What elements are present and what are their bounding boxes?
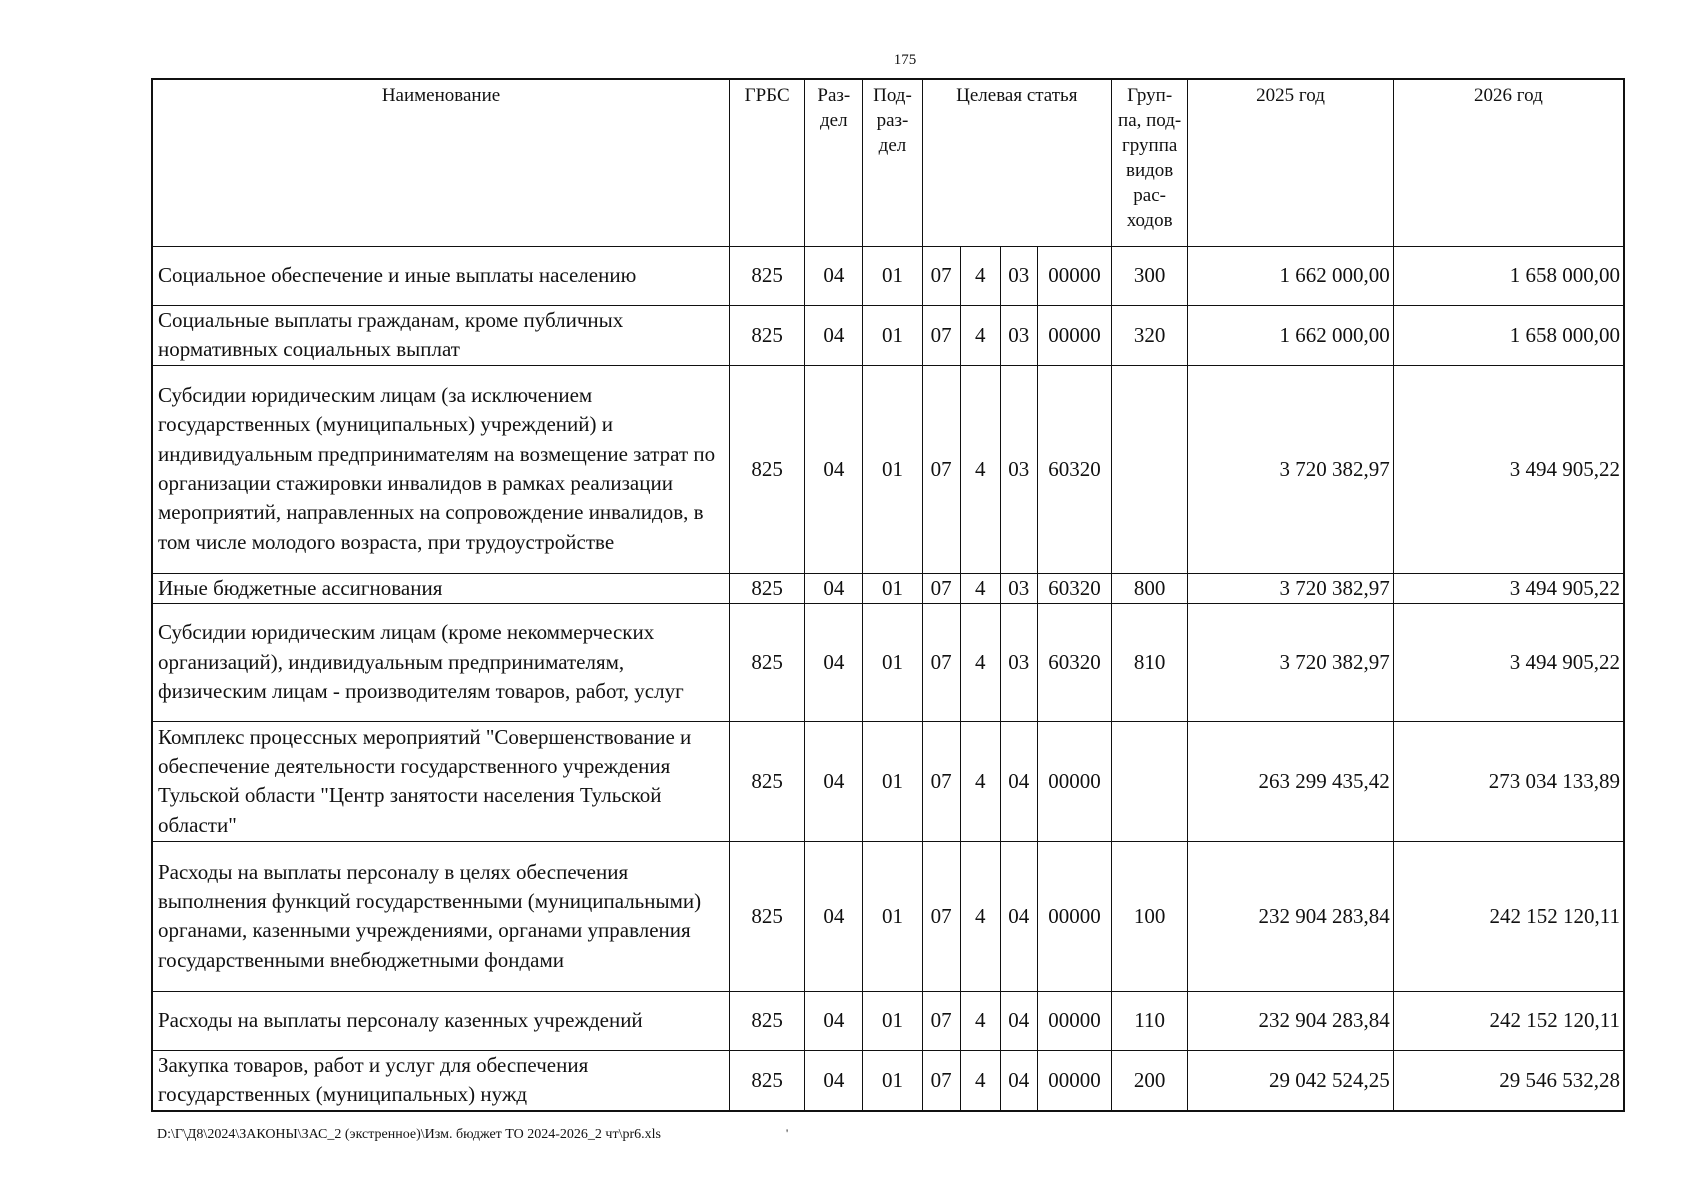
cell-target-program: 07 [922,991,960,1050]
cell-expense-group: 200 [1112,1050,1188,1110]
header-name: Наименование [152,79,730,246]
cell-amount-2026: 1 658 000,00 [1393,246,1624,305]
row-name: Расходы на выплаты персоналу казенных учреждений [152,991,730,1050]
cell-razdel: 04 [805,573,863,603]
row-name: Иные бюджетные ассигнования [152,573,730,603]
cell-target-direction: 00000 [1037,721,1111,841]
cell-target-type: 4 [960,991,1000,1050]
cell-target-complex: 03 [1000,365,1037,573]
header-target: Целевая статья [922,79,1112,246]
row-name: Закупка товаров, работ и услуг для обеспечения государственных (муниципальных) нужд [152,1050,730,1110]
cell-amount-2025: 1 662 000,00 [1188,305,1394,365]
cell-podrazdel: 01 [863,841,922,991]
table-row [152,246,1624,305]
header-2025: 2025 год [1188,79,1394,246]
cell-target-complex: 03 [1000,305,1037,365]
cell-expense-group [1112,721,1188,841]
cell-podrazdel: 01 [863,721,922,841]
budget-table [151,78,1625,1112]
cell-grbs: 825 [730,1050,805,1110]
cell-target-type: 4 [960,365,1000,573]
cell-target-type: 4 [960,573,1000,603]
header-grbs: ГРБС [730,79,805,246]
row-name: Социальные выплаты гражданам, кроме публичных нормативных социальных выплат [152,305,730,365]
cell-razdel: 04 [805,246,863,305]
cell-grbs: 825 [730,573,805,603]
cell-amount-2026: 3 494 905,22 [1393,603,1624,721]
cell-amount-2026: 242 152 120,11 [1393,841,1624,991]
header-2026: 2026 год [1393,79,1624,246]
table-row [152,721,1624,841]
cell-razdel: 04 [805,603,863,721]
cell-grbs: 825 [730,305,805,365]
row-name: Субсидии юридическим лицам (за исключением государственных (муниципальных) учреждений) и индивидуальным предпринимателям на возмещение затрат по организации стажировки инвалидов в рамках реализации мероприятий, направленных на сопровождение инвалидов, в том числе молодого возраста, при трудоустройстве [152,365,730,573]
cell-razdel: 04 [805,1050,863,1110]
cell-amount-2026: 3 494 905,22 [1393,365,1624,573]
row-name: Субсидии юридическим лицам (кроме некоммерческих организаций), индивидуальным предпринимателям, физическим лицам - производителям товаров, работ, услуг [152,603,730,721]
cell-target-direction: 00000 [1037,991,1111,1050]
cell-amount-2025: 3 720 382,97 [1188,603,1394,721]
cell-target-direction: 60320 [1037,365,1111,573]
cell-amount-2026: 242 152 120,11 [1393,991,1624,1050]
cell-amount-2025: 263 299 435,42 [1188,721,1394,841]
file-path-footer: D:\Г\Д8\2024\ЗАКОНЫ\ЗАС_2 (экстренное)\Изм. бюджет ТО 2024-2026_2 чт\pr6.xls [157,1127,661,1142]
cell-amount-2026: 1 658 000,00 [1393,305,1624,365]
table-row [152,365,1624,573]
row-name: Социальное обеспечение и иные выплаты населению [152,246,730,305]
cell-target-type: 4 [960,246,1000,305]
header-podrazdel: Под- раз- дел [863,79,922,246]
cell-podrazdel: 01 [863,603,922,721]
header-group: Груп- па, под- группа видов рас- ходов [1112,79,1188,246]
cell-grbs: 825 [730,603,805,721]
row-name: Комплекс процессных мероприятий "Совершенствование и обеспечение деятельности государственного учреждения Тульской области "Центр занятости населения Тульской области" [152,721,730,841]
cell-expense-group: 110 [1112,991,1188,1050]
cell-target-type: 4 [960,305,1000,365]
cell-expense-group [1112,365,1188,573]
table-row [152,841,1624,991]
table-row [152,991,1624,1050]
cell-target-direction: 00000 [1037,246,1111,305]
row-name: Расходы на выплаты персоналу в целях обеспечения выполнения функций государственными (муниципальными) органами, казенными учреждениями, органами управления государственными внебюджетными фондами [152,841,730,991]
header-row [152,79,1624,246]
cell-target-type: 4 [960,841,1000,991]
cell-podrazdel: 01 [863,1050,922,1110]
cell-podrazdel: 01 [863,991,922,1050]
cell-razdel: 04 [805,365,863,573]
cell-target-complex: 04 [1000,721,1037,841]
cell-grbs: 825 [730,721,805,841]
cell-amount-2026: 273 034 133,89 [1393,721,1624,841]
cell-target-direction: 60320 [1037,573,1111,603]
cell-expense-group: 320 [1112,305,1188,365]
cell-razdel: 04 [805,991,863,1050]
cell-target-direction: 00000 [1037,841,1111,991]
table-row [152,1050,1624,1110]
cell-target-complex: 04 [1000,1050,1037,1110]
cell-target-direction: 00000 [1037,305,1111,365]
cell-target-complex: 03 [1000,573,1037,603]
cell-target-program: 07 [922,305,960,365]
cell-target-program: 07 [922,603,960,721]
cell-target-complex: 04 [1000,991,1037,1050]
cell-expense-group: 810 [1112,603,1188,721]
cell-expense-group: 300 [1112,246,1188,305]
cell-target-type: 4 [960,1050,1000,1110]
table-row [152,305,1624,365]
cell-grbs: 825 [730,991,805,1050]
cell-razdel: 04 [805,841,863,991]
cell-target-program: 07 [922,365,960,573]
header-razdel: Раз- дел [805,79,863,246]
table-row [152,573,1624,603]
cell-expense-group: 100 [1112,841,1188,991]
cell-podrazdel: 01 [863,365,922,573]
cell-target-program: 07 [922,246,960,305]
page-number: 175 [893,52,917,68]
cell-podrazdel: 01 [863,305,922,365]
cell-target-complex: 03 [1000,246,1037,305]
cell-amount-2026: 3 494 905,22 [1393,573,1624,603]
cell-grbs: 825 [730,365,805,573]
cell-amount-2025: 3 720 382,97 [1188,365,1394,573]
cell-target-type: 4 [960,603,1000,721]
cell-target-type: 4 [960,721,1000,841]
cell-amount-2025: 29 042 524,25 [1188,1050,1394,1110]
cell-target-program: 07 [922,721,960,841]
cell-target-direction: 00000 [1037,1050,1111,1110]
cell-amount-2026: 29 546 532,28 [1393,1050,1624,1110]
cell-target-program: 07 [922,573,960,603]
cell-razdel: 04 [805,305,863,365]
cell-podrazdel: 01 [863,573,922,603]
cell-target-complex: 03 [1000,603,1037,721]
cell-target-program: 07 [922,1050,960,1110]
cell-razdel: 04 [805,721,863,841]
cell-target-complex: 04 [1000,841,1037,991]
cell-amount-2025: 3 720 382,97 [1188,573,1394,603]
cell-amount-2025: 232 904 283,84 [1188,991,1394,1050]
cell-amount-2025: 1 662 000,00 [1188,246,1394,305]
cell-grbs: 825 [730,246,805,305]
cell-amount-2025: 232 904 283,84 [1188,841,1394,991]
cell-target-direction: 60320 [1037,603,1111,721]
cell-grbs: 825 [730,841,805,991]
footer-mark: ' [786,1126,789,1140]
cell-podrazdel: 01 [863,246,922,305]
table-row [152,603,1624,721]
cell-expense-group: 800 [1112,573,1188,603]
cell-target-program: 07 [922,841,960,991]
